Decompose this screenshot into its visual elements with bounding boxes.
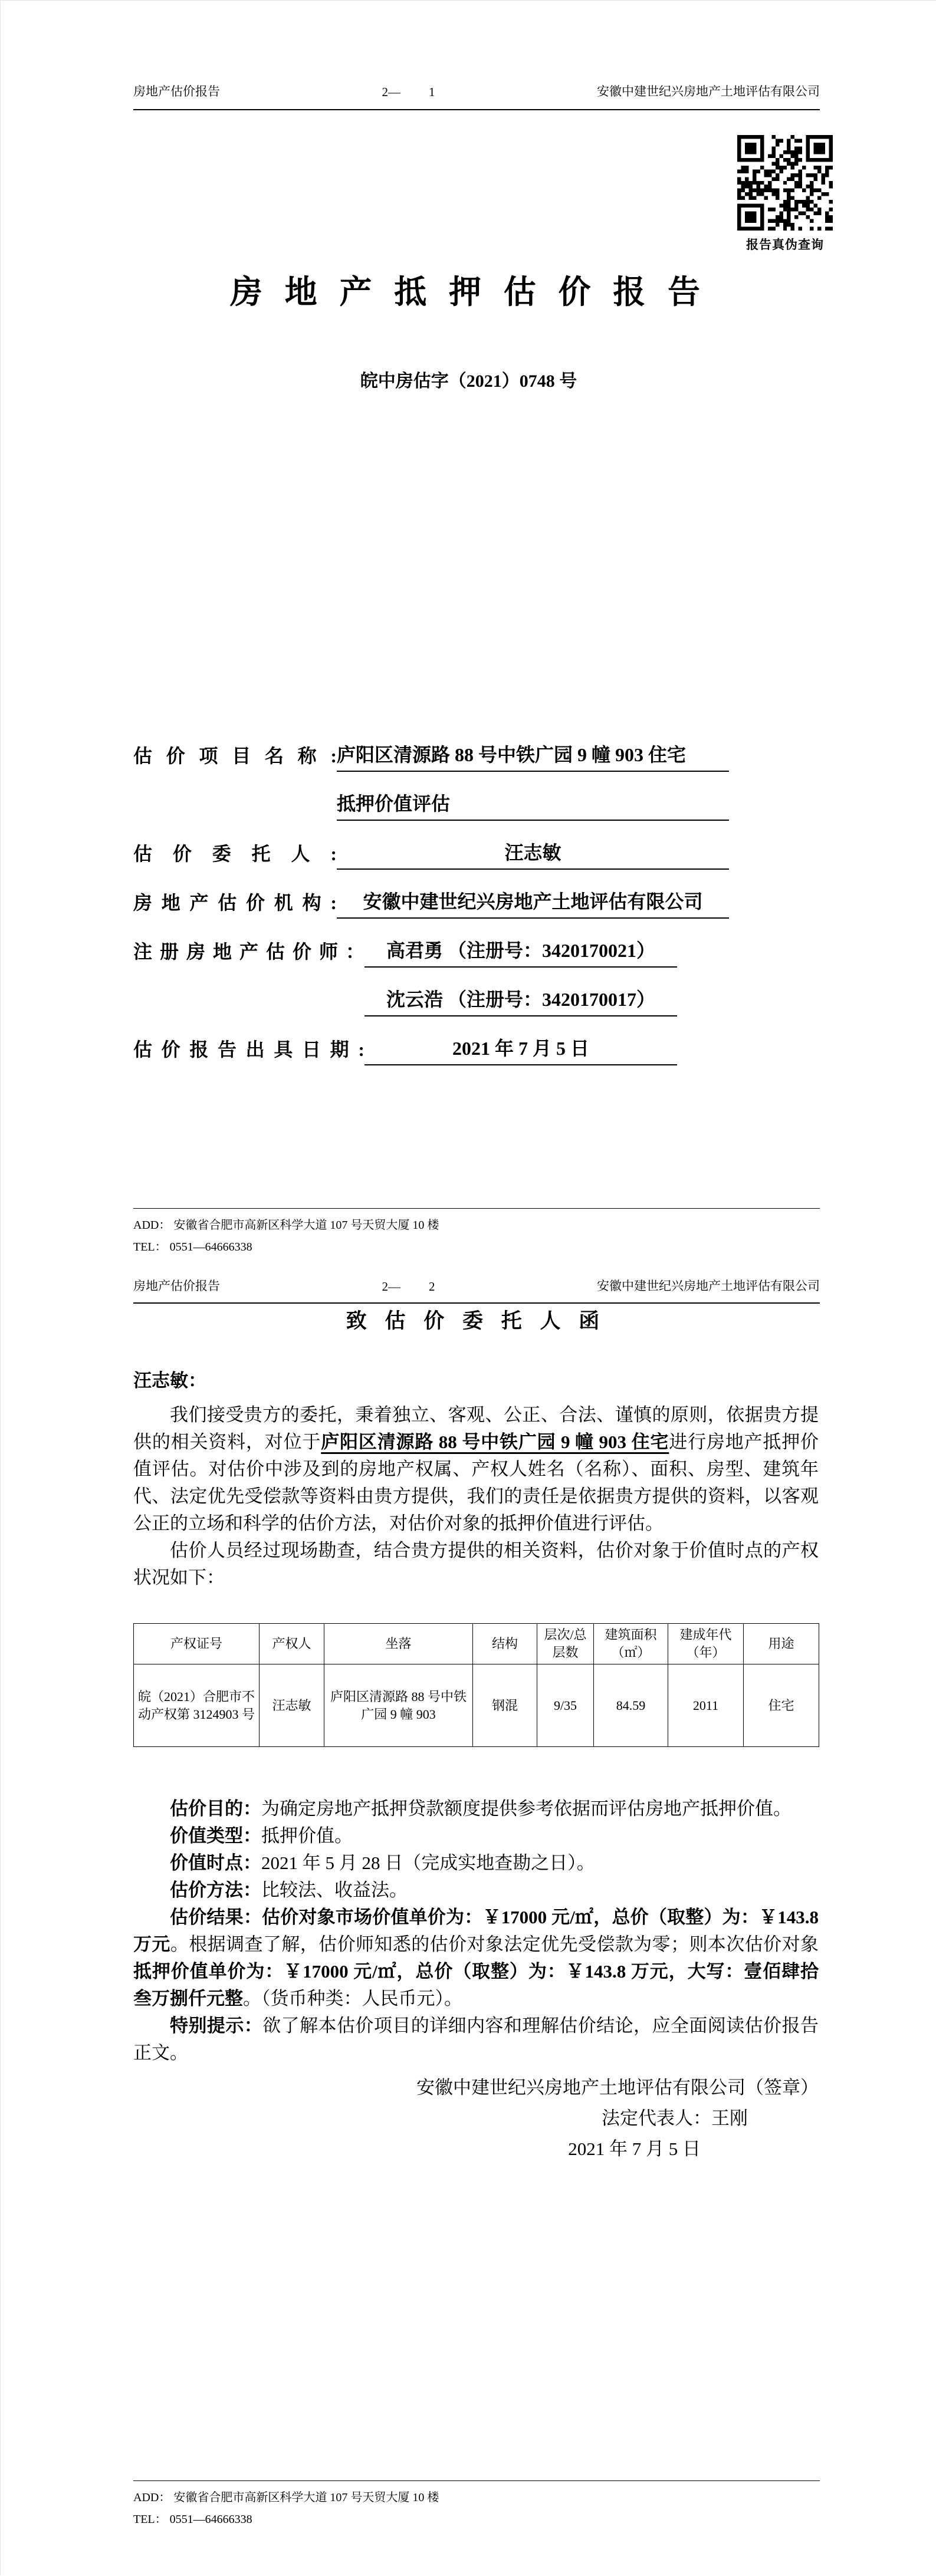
qr-caption: 报告真伪查询	[746, 238, 824, 252]
label-method: 估价方法：	[170, 1880, 261, 1900]
signature-date: 2021 年 7 月 5 日	[568, 2139, 701, 2159]
field-value-report-date: 2021 年 7 月 5 日	[364, 1032, 677, 1065]
qr-block	[737, 135, 833, 253]
footer-address: ADD： 安徽省合肥市高新区科学大道 107 号天贸大厦 10 楼	[133, 1219, 439, 1232]
signature-block	[133, 2072, 819, 2164]
qr-code-icon	[737, 135, 833, 231]
page2-running-footer	[133, 2480, 820, 2531]
header-page-number: 2	[429, 1279, 435, 1294]
header-pagination	[382, 1279, 435, 1294]
cell-cert-no: 皖（2021）合肥市不动产权第 3124903 号	[134, 1664, 260, 1747]
field-label-project: 估 价 项 目 名 称 :	[133, 745, 337, 766]
paragraph-method	[133, 1877, 819, 1904]
page1-running-header	[133, 82, 820, 100]
page-1	[1, 1, 936, 1268]
property-rights-table	[133, 1623, 819, 1747]
page2-running-header	[133, 1277, 820, 1294]
cell-structure: 钢混	[473, 1664, 537, 1747]
paragraph-notice	[133, 2012, 819, 2067]
col-header-floor: 层次/总层数	[537, 1624, 594, 1664]
col-header-area: 建筑面积（㎡）	[594, 1624, 668, 1664]
col-header-location: 坐落	[324, 1624, 473, 1664]
text-segment: 。（货币种类：人民币元）。	[243, 1988, 462, 2009]
field-label-appraiser: 注册房地产估价师：	[133, 941, 364, 962]
field-appraiser-2	[133, 983, 819, 1016]
text-segment: 抵押价值。	[261, 1825, 353, 1846]
cell-owner: 汪志敏	[260, 1664, 324, 1747]
label-value-type: 价值类型：	[170, 1825, 261, 1846]
field-value-client: 汪志敏	[337, 837, 729, 870]
paragraph-result	[133, 1904, 819, 2012]
cell-floor: 9/35	[537, 1664, 594, 1747]
cell-year-built: 2011	[668, 1664, 744, 1747]
col-header-year-built: 建成年代（年）	[668, 1624, 744, 1664]
table-row	[134, 1664, 819, 1747]
label-notice: 特别提示：	[170, 2015, 263, 2036]
header-pagination	[382, 85, 435, 100]
table-header-row	[134, 1624, 819, 1664]
header-company-name: 安徽中建世纪兴房地产土地评估有限公司	[597, 84, 820, 98]
field-label-client: 估 价 委 托 人 :	[133, 843, 337, 864]
field-value-appraiser-2: 沈云浩 （注册号：3420170017）	[364, 983, 677, 1016]
text-segment: 为确定房地产抵押贷款额度提供参考依据而评估房地产抵押价值。	[261, 1798, 792, 1819]
text-segment: 。根据调查了解，估价师知悉的估价对象法定优先受偿款为零；则本次估价对象	[170, 1934, 819, 1955]
letter-salutation: 汪志敏：	[133, 1370, 206, 1391]
paragraph-value-type	[133, 1822, 819, 1850]
letter-body	[133, 1308, 819, 2164]
header-doc-type: 房地产估价报告	[133, 84, 220, 98]
cell-area: 84.59	[594, 1664, 668, 1747]
page1-running-footer	[133, 1208, 820, 1258]
col-header-cert-no: 产权证号	[134, 1624, 260, 1664]
result-market-value: 估价对象市场价值单价为：￥17000 元/㎡，总价（取整）为：￥143.8 万元	[133, 1907, 819, 1955]
header-page-prefix: 2—	[382, 85, 400, 99]
footer-telephone: TEL： 0551—64666338	[133, 1241, 252, 1254]
header-page-prefix: 2—	[382, 1279, 400, 1294]
field-client	[133, 837, 819, 870]
letter-title: 致 估 价 委 托 人 函	[346, 1310, 606, 1333]
footer-address: ADD： 安徽省合肥市高新区科学大道 107 号天贸大厦 10 楼	[133, 2491, 439, 2504]
text-segment: 进行房地产抵押价值评估。对估价中涉及到的房地产权属、产权人姓名（名称）、面积、房型、建筑年代、法定优先受偿款等资料由贵方提供，我们的责任是依据贵方提供的资料，以客观公正的立场和科学的估价方法，对估价对象的抵押价值进行评估。	[133, 1432, 819, 1534]
paragraph-survey: 估价人员经过现场勘查，结合贵方提供的相关资料，估价对象于价值时点的产权状况如下：	[133, 1540, 819, 1588]
text-segment: 比较法、收益法。	[261, 1880, 408, 1900]
header-company-name: 安徽中建世纪兴房地产土地评估有限公司	[597, 1279, 820, 1293]
field-value-project-line2: 抵押价值评估	[337, 788, 729, 821]
field-appraiser-1	[133, 935, 819, 968]
header-rule	[133, 109, 820, 110]
field-project-name-line2	[133, 788, 819, 821]
cell-location: 庐阳区清源路 88 号中铁广园 9 幢 903	[324, 1664, 473, 1747]
label-purpose: 估价目的：	[170, 1798, 261, 1819]
report-number: 皖中房估字（2021）0748 号	[360, 371, 577, 391]
header-page-number: 1	[429, 85, 435, 99]
cover-fields	[133, 739, 819, 1081]
col-header-use: 用途	[744, 1624, 819, 1664]
field-value-project-line1: 庐阳区清源路 88 号中铁广园 9 幢 903 住宅	[337, 739, 729, 772]
paragraph-commission	[133, 1401, 819, 1537]
col-header-owner: 产权人	[260, 1624, 324, 1664]
page-2	[1, 1268, 936, 2576]
cell-use: 住宅	[744, 1664, 819, 1747]
col-header-structure: 结构	[473, 1624, 537, 1664]
signature-legal-representative: 法定代表人：王刚	[602, 2108, 748, 2128]
field-agency	[133, 886, 819, 919]
footer-telephone: TEL： 0551—64666338	[133, 2513, 252, 2526]
header-rule	[133, 1302, 820, 1304]
field-label-report-date: 估价报告出具日期:	[133, 1039, 364, 1060]
report-title: 房 地 产 抵 押 估 价 报 告	[229, 274, 707, 310]
field-project-name	[133, 739, 819, 772]
label-result: 估价结果：	[170, 1907, 262, 1927]
label-value-date: 价值时点：	[170, 1853, 261, 1873]
field-value-agency: 安徽中建世纪兴房地产土地评估有限公司	[337, 886, 729, 919]
paragraph-value-date	[133, 1850, 819, 1877]
field-report-date	[133, 1032, 819, 1065]
text-segment: 欲了解本估价项目的详细内容和理解估价结论，应全面阅读估价报告正文。	[133, 2015, 819, 2063]
paragraph-purpose	[133, 1795, 819, 1822]
field-value-appraiser-1: 高君勇 （注册号：3420170021）	[364, 935, 677, 968]
text-segment: 2021 年 5 月 28 日（完成实地查勘之日）。	[261, 1853, 595, 1873]
signature-company: 安徽中建世纪兴房地产土地评估有限公司（签章）	[416, 2077, 819, 2098]
field-label-agency: 房地产估价机构:	[133, 892, 337, 913]
header-doc-type: 房地产估价报告	[133, 1279, 220, 1293]
result-mortgage-value: 抵押价值单价为：￥17000 元/㎡，总价（取整）为：￥143.8 万元，大写：壹佰肆拾叁万捌仟元整	[133, 1961, 819, 2009]
text-segment: 我们接受贵方的委托，秉着独立、客观、公正、合法、谨慎的原则，依据贵方提供的相关资料，对位于	[133, 1404, 819, 1452]
subject-property-text: 庐阳区清源路 88 号中铁广园 9 幢 903 住宅	[321, 1432, 669, 1452]
